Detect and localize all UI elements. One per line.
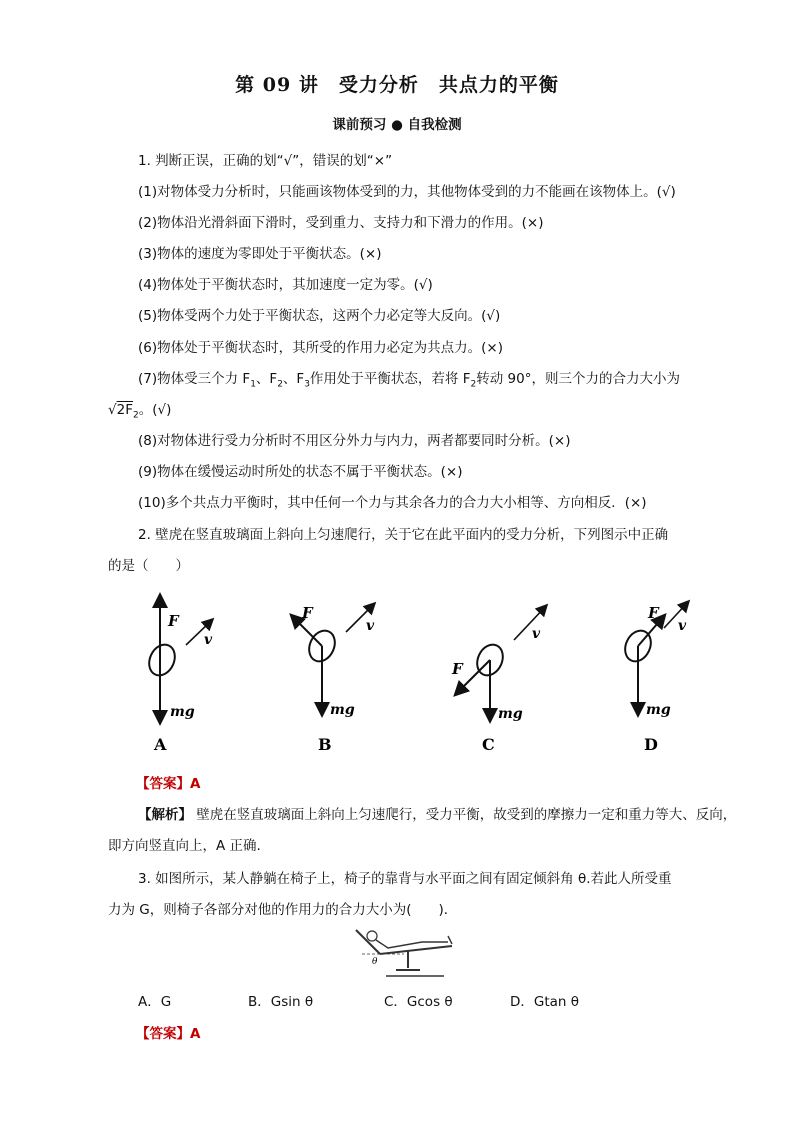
theta-label: θ — [372, 957, 378, 967]
q1-item-1: (1)对物体受力分析时，只能画该物体受到的力，其他物体受到的力不能画在该物体上。(√) — [138, 184, 676, 200]
q2-stem-1: 2. 壁虎在竖直玻璃面上斜向上匀速爬行，关于它在此平面内的受力分析，下列图示中正确 — [138, 527, 669, 543]
q3-answer: 【答案】A — [136, 1026, 201, 1042]
diagram-b-f-label: F — [302, 604, 313, 622]
diagram-c — [451, 606, 546, 754]
diagram-b-v-label: v — [366, 618, 375, 634]
diagram-d — [620, 602, 688, 754]
q3-option-d: D．Gtan θ — [510, 994, 580, 1010]
diagram-b-mg-label: mg — [330, 702, 355, 718]
diagram-c-v-label: v — [532, 626, 541, 642]
diagram-d-mg-label: mg — [646, 702, 671, 718]
diagram-b — [292, 604, 375, 754]
q2-answer: 【答案】A — [136, 776, 201, 792]
diagram-a-f-label: F — [168, 612, 179, 630]
q1-item-7-cont: $√2F_2$。(√) — [108, 402, 172, 421]
diagram-c-mg-label: mg — [498, 706, 523, 722]
option-d-label: D — [644, 735, 658, 754]
q1-item-9: (9)物体在缓慢运动时所处的状态不属于平衡状态。(×) — [138, 464, 463, 480]
q3-stem-2: 力为 G，则椅子各部分对他的作用力的合力大小为( )． — [108, 902, 458, 918]
q1-item-8: (8)对物体进行受力分析时不用区分外力与内力，两者都要同时分析。(×) — [138, 433, 571, 449]
page-title: 第 09 讲 受力分析 共点力的平衡 — [235, 74, 559, 96]
q1-item-3: (3)物体的速度为零即处于平衡状态。(×) — [138, 246, 382, 262]
q3-stem-1: 3. 如图所示，某人静躺在椅子上，椅子的靠背与水平面之间有固定倾斜角 θ.若此人所受重 — [138, 871, 672, 887]
q1-item-7: (7)物体受三个力 $F_1$、$F_2$、$F_3$作用处于平衡状态，若将 $F_2$转动 90°，则三个力的合力大小为 — [138, 371, 680, 390]
q2-analysis-cont: 即方向竖直向上，A 正确. — [108, 838, 261, 854]
q1-item-2: (2)物体沿光滑斜面下滑时，受到重力、支持力和下滑力的作用。(×) — [138, 215, 544, 231]
q1-item-6: (6)物体处于平衡状态时，其所受的作用力必定为共点力。(×) — [138, 340, 503, 356]
option-b-label: B — [318, 735, 332, 754]
diagram-d-f-label: F — [648, 604, 659, 622]
q3-option-c: C．Gcos θ — [384, 994, 453, 1010]
q1-stem: 1. 判断正误，正确的划“√”，错误的划“×” — [138, 153, 393, 169]
q2-analysis: 【解析】 壁虎在竖直玻璃面上斜向上匀速爬行，受力平衡，故受到的摩擦力一定和重力等大、反向， — [138, 807, 737, 823]
q1-item-10: (10)多个共点力平衡时，其中任何一个力与其余各力的合力大小相等、方向相反．(×) — [138, 495, 647, 511]
diagram-a-mg-label: mg — [170, 704, 195, 720]
diagram-c-f-label: F — [452, 660, 463, 678]
q1-item-5: (5)物体受两个力处于平衡状态，这两个力必定等大反向。(√) — [138, 308, 501, 324]
force-diagrams — [130, 590, 730, 760]
option-a-label: A — [154, 735, 167, 754]
diagram-d-v-label: v — [678, 618, 687, 634]
diagram-a-v-label: v — [204, 632, 213, 648]
section-subtitle: 课前预习 ● 自我检测 — [332, 117, 462, 133]
diagram-a — [144, 596, 213, 754]
reclining-chair-figure — [352, 920, 462, 982]
q3-option-a: A．G — [138, 994, 172, 1010]
option-c-label: C — [482, 735, 495, 754]
q1-item-4: (4)物体处于平衡状态时，其加速度一定为零。(√) — [138, 277, 433, 293]
q2-stem-2: 的是（ ） — [108, 558, 189, 574]
sqrt-icon: √ — [108, 402, 117, 418]
q3-option-b: B．Gsin θ — [248, 994, 314, 1010]
